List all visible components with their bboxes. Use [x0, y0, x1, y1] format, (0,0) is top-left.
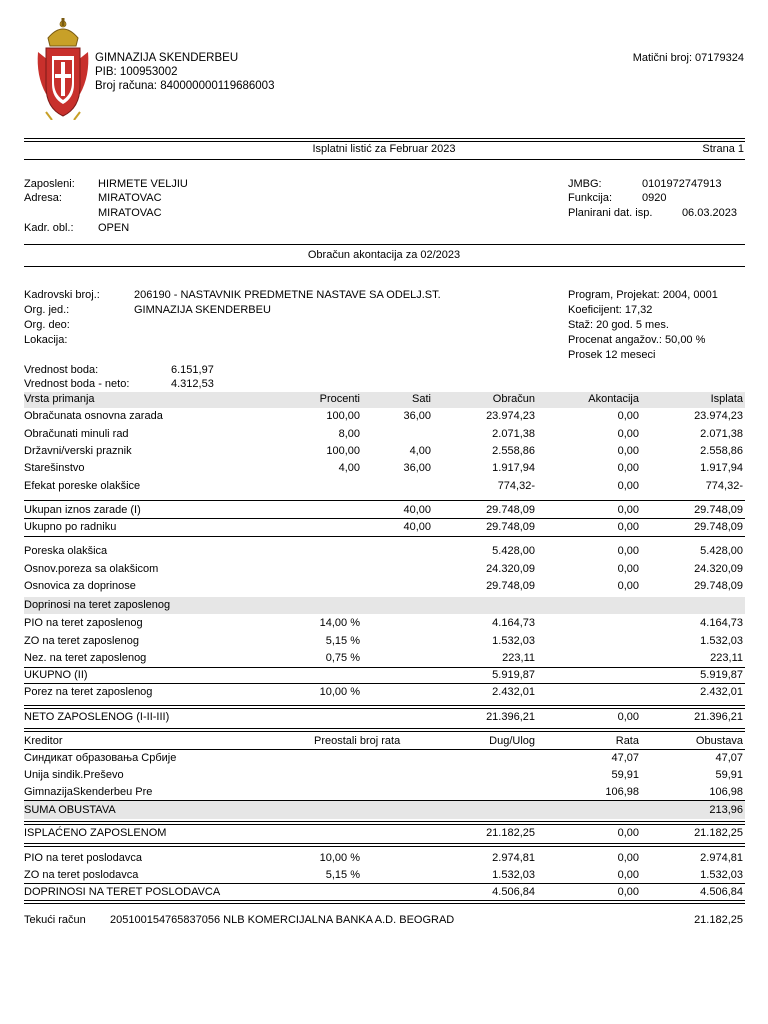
- kadr-label: Kadr. obl.:: [24, 222, 74, 234]
- row-procenti: 100,00: [326, 445, 360, 457]
- row-isplata: 2.432,01: [700, 686, 743, 698]
- row-obracun: 21.396,21: [486, 711, 535, 723]
- row-sati: 36,00: [403, 462, 431, 474]
- creditor-obustava: 59,91: [715, 769, 743, 781]
- funkcija-value: 0920: [642, 192, 667, 204]
- employer-total-row: [24, 884, 745, 901]
- isplaceno-row: [24, 825, 745, 842]
- row-isplata: 24.320,09: [694, 563, 743, 575]
- total-row: [24, 502, 745, 519]
- vrednost-boda-value: 6.151,97: [171, 364, 214, 376]
- row-name: SUMA OBUSTAVA: [24, 804, 116, 816]
- divider: [24, 500, 745, 501]
- divider: [24, 159, 745, 160]
- row-isplata: 23.974,23: [694, 410, 743, 422]
- table-row: [24, 578, 745, 595]
- bank-row: [24, 912, 745, 929]
- row-name: DOPRINOSI NA TERET POSLODAVCA: [24, 886, 221, 898]
- org-jed-label: Org. jed.:: [24, 304, 70, 316]
- neto-row: [24, 709, 745, 726]
- row-akontacija: 0,00: [617, 428, 639, 440]
- row-procenti: 4,00: [338, 462, 360, 474]
- creditor-obustava: 47,07: [715, 752, 743, 764]
- col-rata: Rata: [615, 735, 639, 747]
- divider: [24, 728, 745, 732]
- bank-account: 205100154765837056 NLB KOMERCIJALNA BANKA A.D. BEOGRAD: [110, 914, 455, 926]
- suma-row: [24, 802, 745, 819]
- creditor-obustava: 106,98: [709, 786, 743, 798]
- vrednost-neto-label: Vrednost boda - neto:: [24, 378, 130, 390]
- row-isplata: 1.532,03: [700, 635, 743, 647]
- row-obracun: 5.919,87: [492, 669, 535, 681]
- row-name: NETO ZAPOSLENOG (I-II-III): [24, 711, 170, 723]
- page-title: Isplatni listić za Februar 2023: [312, 143, 456, 155]
- vrednost-boda-label: Vrednost boda:: [24, 364, 99, 376]
- kadrovski-label: Kadrovski broj.:: [24, 289, 100, 301]
- col-vrsta: Vrsta primanja: [24, 393, 95, 405]
- row-akontacija: 0,00: [617, 445, 639, 457]
- contrib-title-row: [24, 597, 745, 614]
- row-isplata: 2.071,38: [700, 428, 743, 440]
- funkcija-label: Funkcija:: [568, 192, 613, 204]
- row-name: PIO na teret zaposlenog: [24, 617, 143, 629]
- row-obracun: 2.071,38: [492, 428, 535, 440]
- row-isplata: 4.506,84: [700, 886, 743, 898]
- row-obracun: 4.164,73: [492, 617, 535, 629]
- row-isplata: 21.396,21: [694, 711, 743, 723]
- row-obracun: 2.974,81: [492, 852, 535, 864]
- row-name: Ukupno po radniku: [24, 521, 117, 533]
- lokacija-label: Lokacija:: [24, 334, 68, 346]
- row-name: Starešinstvo: [24, 462, 85, 474]
- divider: [24, 900, 745, 904]
- creditor-name: Unija sindik.Preševo: [24, 769, 124, 781]
- table-row: [24, 460, 745, 477]
- row-sati: 40,00: [403, 521, 431, 533]
- divider: [24, 800, 745, 801]
- row-isplata: 1.532,03: [700, 869, 743, 881]
- vrednost-neto-value: 4.312,53: [171, 378, 214, 390]
- row-name: Poreska olakšica: [24, 545, 108, 557]
- table-row: [24, 633, 745, 650]
- row-akontacija: 0,00: [617, 563, 639, 575]
- kadr-value: OPEN: [98, 222, 130, 234]
- col-sati: Sati: [412, 393, 431, 405]
- total-row: [24, 519, 745, 536]
- maticni-broj: Matični broj: 07179324: [632, 52, 744, 64]
- row-isplata: 29.748,09: [694, 504, 743, 516]
- row-isplata: 223,11: [710, 652, 743, 664]
- employee-name: HIRMETE VELJIU: [98, 178, 188, 190]
- col-dug: Dug/Ulog: [489, 735, 535, 747]
- row-akontacija: 0,00: [617, 886, 639, 898]
- page-number: Strana 1: [702, 143, 744, 155]
- address-line-2: MIRATOVAC: [98, 207, 162, 219]
- row-isplata: 5.919,87: [700, 669, 743, 681]
- row-name: Porez na teret zaposlenog: [24, 686, 153, 698]
- row-obracun: 1.532,03: [492, 869, 535, 881]
- jmbg-value: 0101972747913: [642, 178, 722, 190]
- row-sati: 4,00: [409, 445, 431, 457]
- col-procenti: Procenti: [319, 393, 360, 405]
- row-akontacija: 0,00: [617, 480, 639, 492]
- bank-amount: 21.182,25: [694, 914, 743, 926]
- school-name: GIMNAZIJA SKENDERBEU: [95, 52, 239, 64]
- staz: Staž: 20 god. 5 mes.: [568, 319, 669, 331]
- row-procenti: 8,00: [338, 428, 360, 440]
- col-kreditor: Kreditor: [24, 735, 63, 747]
- row-obracun: 1.532,03: [492, 635, 535, 647]
- row-akontacija: 0,00: [617, 869, 639, 881]
- row-name: ISPLAĆENO ZAPOSLENOM: [24, 827, 167, 839]
- row-procenti: 5,15 %: [325, 869, 360, 881]
- row-obracun: 774,32-: [497, 480, 535, 492]
- divider: [24, 266, 745, 267]
- row-name: ZO na teret zaposlenog: [24, 635, 139, 647]
- ukupno-row: [24, 667, 745, 684]
- row-obustava: 213,96: [709, 804, 743, 816]
- row-name: Državni/verski praznik: [24, 445, 132, 457]
- table-row: [24, 850, 745, 867]
- row-isplata: 2.558,86: [700, 445, 743, 457]
- row-sati: 36,00: [403, 410, 431, 422]
- row-isplata: 29.748,09: [694, 580, 743, 592]
- table-row: [24, 615, 745, 632]
- pib: PIB: 100953002: [95, 66, 178, 78]
- col-obustava: Obustava: [695, 735, 743, 747]
- row-akontacija: 0,00: [617, 410, 639, 422]
- row-procenti: 0,75 %: [325, 652, 360, 664]
- row-akontacija: 0,00: [617, 462, 639, 474]
- creditor-name: Синдикат образовања Србије: [24, 752, 177, 764]
- table-row: [24, 650, 745, 667]
- row-name: Osnovica za doprinose: [24, 580, 136, 592]
- row-name: Ukupan iznos zarade (I): [24, 504, 141, 516]
- col-obracun: Obračun: [492, 393, 535, 405]
- table-row: [24, 543, 745, 560]
- row-sati: 40,00: [403, 504, 431, 516]
- program-projekat: Program, Projekat: 2004, 0001: [568, 289, 718, 301]
- divider: [24, 536, 745, 537]
- row-obracun: 1.917,94: [492, 462, 535, 474]
- row-isplata: 1.917,94: [700, 462, 743, 474]
- bank-label: Tekući račun: [24, 914, 86, 926]
- row-isplata: 29.748,09: [694, 521, 743, 533]
- table-row: [24, 561, 745, 578]
- prosek: Prosek 12 meseci: [568, 349, 656, 361]
- creditor-header: [24, 733, 745, 750]
- row-obracun: 29.748,09: [486, 504, 535, 516]
- row-name: Obračunata osnovna zarada: [24, 410, 163, 422]
- row-akontacija: 0,00: [617, 521, 639, 533]
- account-number: Broj računa: 840000000119686003: [95, 80, 275, 92]
- row-obracun: 4.506,84: [492, 886, 535, 898]
- row-obracun: 24.320,09: [486, 563, 535, 575]
- col-preostali: Preostali broj rata: [314, 735, 401, 747]
- row-name: Nez. na teret zaposlenog: [24, 652, 147, 664]
- row-obracun: 2.558,86: [492, 445, 535, 457]
- row-obracun: 23.974,23: [486, 410, 535, 422]
- divider: [24, 138, 745, 142]
- planirani-value: 06.03.2023: [681, 207, 737, 219]
- row-isplata: 4.164,73: [700, 617, 743, 629]
- address-label: Adresa:: [24, 192, 62, 204]
- table-row: [24, 408, 745, 425]
- row-obracun: 5.428,00: [492, 545, 535, 557]
- table-header: [24, 392, 745, 409]
- col-akontacija: Akontacija: [588, 393, 639, 405]
- row-name: PIO na teret poslodavca: [24, 852, 143, 864]
- row-name: Efekat poreske olakšice: [24, 480, 141, 492]
- creditor-rata: 59,91: [611, 769, 639, 781]
- row-name: Osnov.poreza sa olakšicom: [24, 563, 159, 575]
- row-akontacija: 0,00: [617, 852, 639, 864]
- row-procenti: 10,00 %: [319, 852, 360, 864]
- row-akontacija: 0,00: [617, 827, 639, 839]
- row-akontacija: 0,00: [617, 545, 639, 557]
- row-obracun: 29.748,09: [486, 521, 535, 533]
- kadrovski-value: 206190 - NASTAVNIK PREDMETNE NASTAVE SA ODELJ.ST.: [134, 289, 441, 301]
- creditor-name: GimnazijaSkenderbeu Pre: [24, 786, 153, 798]
- row-obracun: 223,11: [502, 652, 535, 664]
- address-line-1: MIRATOVAC: [98, 192, 162, 204]
- table-row: [24, 426, 745, 443]
- section-title: Obračun akontacija za 02/2023: [307, 249, 461, 261]
- divider: [24, 244, 745, 245]
- divider: [24, 843, 745, 847]
- org-jed-value: GIMNAZIJA SKENDERBEU: [134, 304, 271, 316]
- row-akontacija: 0,00: [617, 711, 639, 723]
- contrib-title: Doprinosi na teret zaposlenog: [24, 599, 171, 611]
- row-obracun: 21.182,25: [486, 827, 535, 839]
- table-row: [24, 478, 745, 495]
- row-name: UKUPNO (II): [24, 669, 88, 681]
- row-obracun: 2.432,01: [492, 686, 535, 698]
- creditor-rata: 47,07: [611, 752, 639, 764]
- planirani-label: Planirani dat. isp.: [568, 207, 653, 219]
- org-deo-label: Org. deo:: [24, 319, 70, 331]
- table-row: [24, 867, 745, 884]
- row-procenti: 5,15 %: [325, 635, 360, 647]
- creditor-row: [24, 750, 745, 767]
- row-akontacija: 0,00: [617, 580, 639, 592]
- creditor-rata: 106,98: [605, 786, 639, 798]
- row-procenti: 100,00: [326, 410, 360, 422]
- row-isplata: 774,32-: [705, 480, 743, 492]
- koeficijent: Koeficijent: 17,32: [568, 304, 653, 316]
- coat-of-arms-logo: [34, 16, 92, 120]
- row-procenti: 14,00 %: [319, 617, 360, 629]
- row-procenti: 10,00 %: [319, 686, 360, 698]
- row-name: Obračunati minuli rad: [24, 428, 129, 440]
- creditor-row: [24, 767, 745, 784]
- row-name: ZO na teret poslodavca: [24, 869, 139, 881]
- col-isplata: Isplata: [710, 393, 743, 405]
- employee-label: Zaposleni:: [24, 178, 75, 190]
- porez-row: [24, 684, 745, 701]
- creditor-row: [24, 784, 745, 801]
- row-isplata: 2.974,81: [700, 852, 743, 864]
- row-akontacija: 0,00: [617, 504, 639, 516]
- row-isplata: 21.182,25: [694, 827, 743, 839]
- table-row: [24, 443, 745, 460]
- procenat-angazovanja: Procenat angažov.: 50,00 %: [568, 334, 706, 346]
- row-isplata: 5.428,00: [700, 545, 743, 557]
- row-obracun: 29.748,09: [486, 580, 535, 592]
- jmbg-label: JMBG:: [568, 178, 602, 190]
